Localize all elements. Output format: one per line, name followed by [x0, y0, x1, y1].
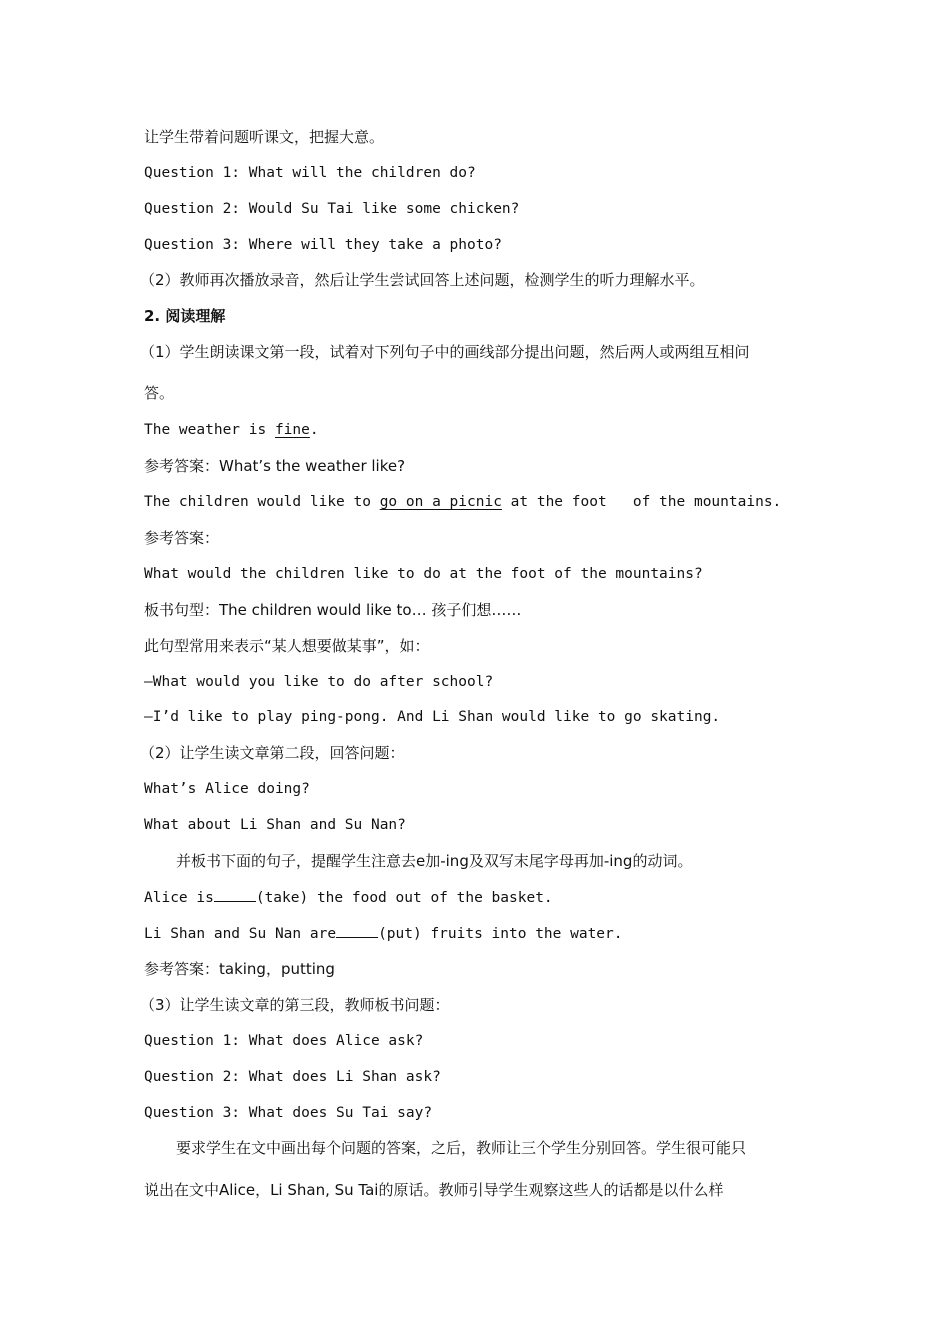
answer-label: 参考答案： [144, 529, 220, 547]
answer-line: 参考答案：taking，putting [144, 960, 335, 978]
question-line: What’s Alice doing? [144, 781, 310, 797]
fill-blank [336, 923, 378, 938]
text-line: 要求学生在文中画出每个问题的答案，之后，教师让三个学生分别回答。学生很可能只 [176, 1139, 747, 1157]
sentence-part: at the foot of the mountains. [501, 494, 782, 510]
sentence-part: The weather is [144, 422, 275, 438]
answer-line: 参考答案：What’s the weather like? [144, 457, 406, 475]
text-line: （2）教师再次播放录音，然后让学生尝试回答上述问题，检测学生的听力理解水平。 [140, 271, 705, 289]
text-line: 让学生带着问题听课文，把握大意。 [144, 128, 385, 146]
sentence-part: . [309, 422, 319, 438]
example-sentence [144, 420, 814, 440]
fill-blank [214, 887, 256, 902]
sentence-part: Li Shan and Su Nan are [144, 926, 337, 942]
section-heading: 2. 阅读理解 [144, 307, 226, 325]
text-line: （3）让学生读文章的第三段，教师板书问题： [140, 996, 450, 1014]
text-line: （2）让学生读文章第二段，回答问题： [140, 744, 405, 762]
dialogue-line: —I’d like to play ping-pong. And Li Shan would like to go skating. [144, 709, 721, 725]
question-line: Question 2: Would Su Tai like some chicken? [144, 201, 520, 217]
text-line: 答。 [144, 384, 175, 402]
exercise-sentence [144, 887, 814, 908]
example-sentence [144, 492, 814, 512]
text-line: 此句型常用来表示“某人想要做某事”，如： [144, 637, 430, 655]
question-line: Question 3: What does Su Tai say? [144, 1105, 433, 1121]
question-line: Question 1: What does Alice ask? [144, 1033, 424, 1049]
question-line: What about Li Shan and Su Nan? [144, 817, 406, 833]
text-line: 并板书下面的句子，提醒学生注意去e加-ing及双写末尾字母再加-ing的动词。 [176, 852, 693, 870]
exercise-sentence [144, 923, 814, 944]
dialogue-line: —What would you like to do after school? [144, 674, 494, 690]
underlined-phrase: fine [274, 422, 310, 438]
text-line: 板书句型：The children would like to… 孩子们想…… [144, 601, 522, 619]
sentence-part: Alice is [144, 890, 214, 906]
question-line: Question 3: Where will they take a photo? [144, 237, 502, 253]
answer-line: What would the children like to do at the foot of the mountains? [144, 566, 703, 582]
text-line: 说出在文中Alice，Li Shan, Su Tai的原话。教师引导学生观察这些人的话都是以什么样 [144, 1181, 724, 1199]
sentence-part: (take) the food out of the basket. [255, 890, 553, 906]
text-line: （1）学生朗读课文第一段，试着对下列句子中的画线部分提出问题，然后两人或两组互相问 [140, 343, 750, 361]
sentence-part: (put) fruits into the water. [378, 926, 623, 942]
sentence-part: The children would like to [144, 494, 380, 510]
question-line: Question 1: What will the children do? [144, 165, 476, 181]
underlined-phrase: go on a picnic [379, 494, 502, 510]
question-line: Question 2: What does Li Shan ask? [144, 1069, 441, 1085]
